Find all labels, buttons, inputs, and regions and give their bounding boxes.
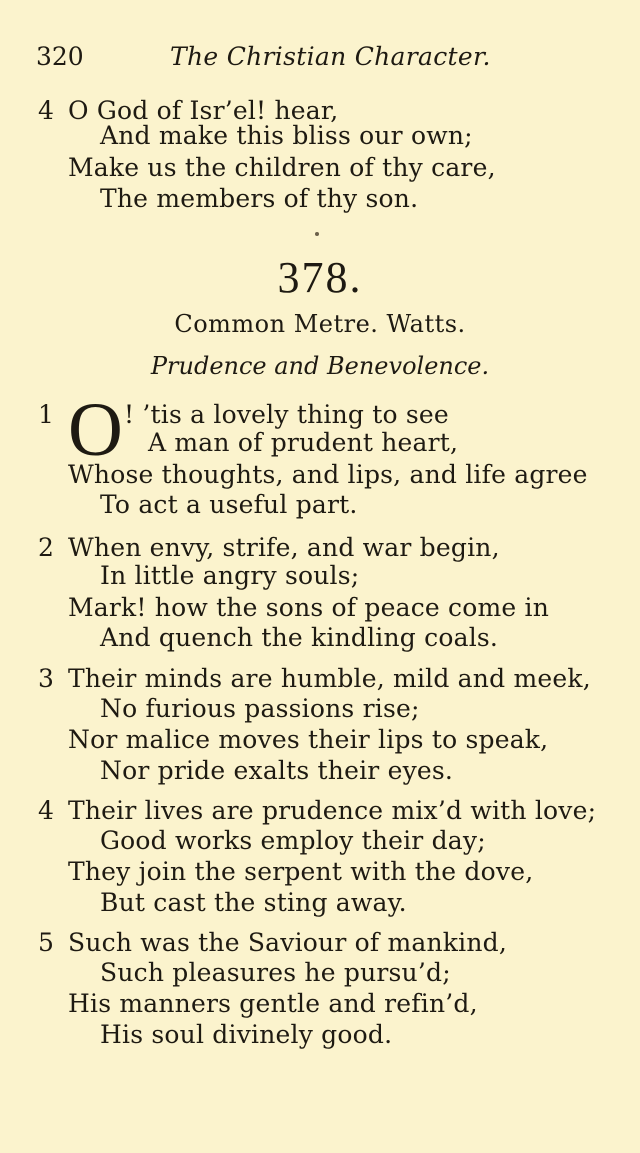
verse-line: His manners gentle and refin’d, <box>68 989 478 1018</box>
verse-line: When envy, strife, and war begin, <box>68 533 500 562</box>
verse-line: Such was the Saviour of mankind, <box>68 928 508 957</box>
verse-line: His soul divinely good. <box>100 1020 393 1049</box>
verse-line: A man of prudent heart, <box>148 428 459 457</box>
verse-line: But cast the sting away. <box>100 888 407 917</box>
verse-line: Mark! how the sons of peace come in <box>68 593 550 622</box>
verse-line: O God of Isr’el! hear, <box>68 96 339 125</box>
verse-line: Such pleasures he pursu’d; <box>100 958 451 987</box>
page-number: 320 <box>36 42 84 71</box>
verse-line: No furious passions rise; <box>100 694 420 723</box>
verse-line: The members of thy son. <box>100 184 419 213</box>
drop-cap: O <box>68 388 123 472</box>
stanza-number: 2 <box>38 533 54 562</box>
verse-line: Nor malice moves their lips to speak, <box>68 725 549 754</box>
verse-line: To act a useful part. <box>100 490 358 519</box>
hymn-subject: Prudence and Benevolence. <box>150 352 490 380</box>
verse-line: Nor pride exalts their eyes. <box>100 756 454 785</box>
verse-line: Make us the children of thy care, <box>68 153 496 182</box>
hymn-meter: Common Metre. Watts. <box>174 310 466 338</box>
verse-line: Their lives are prudence mix’d with love; <box>68 796 597 825</box>
stanza-number: 4 <box>38 96 54 125</box>
verse-line: Whose thoughts, and lips, and life agree <box>68 460 588 489</box>
verse-line: ! ’tis a lovely thing to see <box>124 400 449 429</box>
divider-dot <box>315 232 319 236</box>
verse-line: And quench the kindling coals. <box>100 623 499 652</box>
hymn-number: 378. <box>277 253 363 302</box>
stanza-number: 3 <box>38 664 54 693</box>
verse-line: They join the serpent with the dove, <box>68 857 534 886</box>
stanza-number: 5 <box>38 928 54 957</box>
verse-line: Good works employ their day; <box>100 826 486 855</box>
verse-line: In little angry souls; <box>100 561 360 590</box>
stanza-number: 4 <box>38 796 54 825</box>
verse-line: And make this bliss our own; <box>100 121 473 150</box>
verse-line: Their minds are humble, mild and meek, <box>68 664 591 693</box>
page-header <box>36 42 596 76</box>
running-head: The Christian Character. <box>170 42 491 71</box>
stanza-number: 1 <box>38 400 54 429</box>
